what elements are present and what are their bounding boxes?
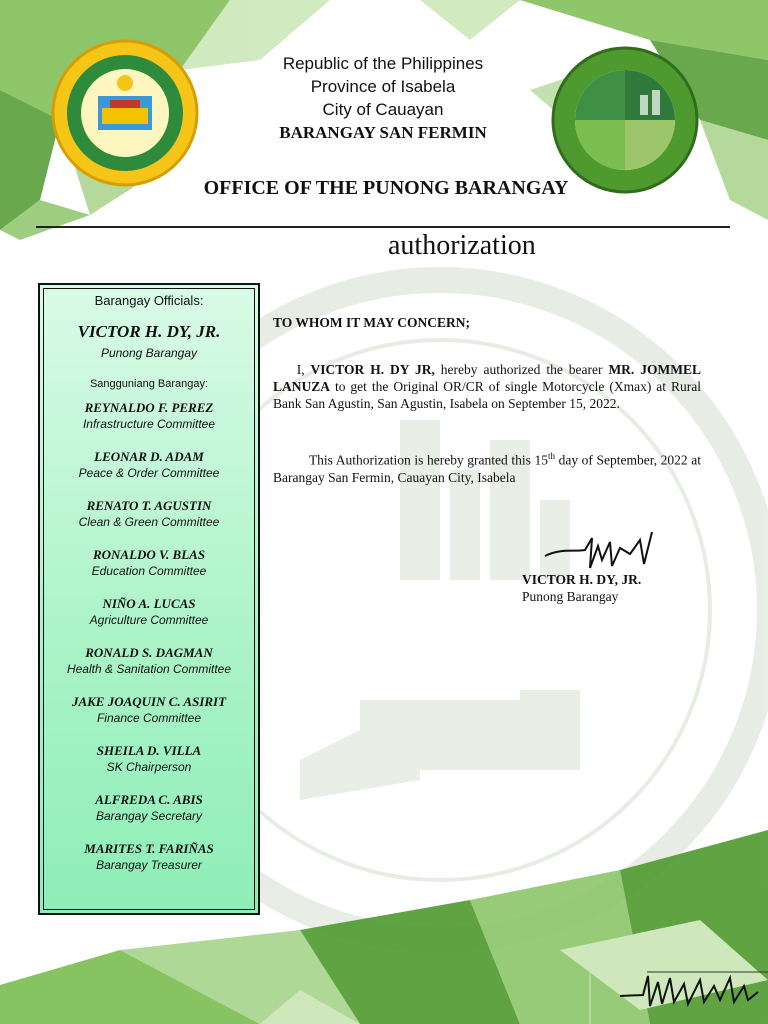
p1-text-b: hereby authorized the bearer xyxy=(434,362,609,377)
official-entry xyxy=(44,449,254,481)
official-name: JAKE JOAQUIN C. ASIRIT xyxy=(71,694,227,709)
official-role: Barangay Treasurer xyxy=(96,858,202,872)
officials-list xyxy=(43,288,255,910)
council-heading: Sangguniang Barangay: xyxy=(89,378,209,390)
footer-signature xyxy=(618,968,763,1013)
office-title: OFFICE OF THE PUNONG BARANGAY xyxy=(203,177,569,199)
official-name: RONALDO V. BLAS xyxy=(92,547,206,562)
official-entry xyxy=(44,400,254,432)
official-name: MARITES T. FARIÑAS xyxy=(84,841,214,856)
document-title: authorization xyxy=(388,230,536,261)
official-role: Barangay Secretary xyxy=(95,809,203,823)
official-role: Education Committee xyxy=(91,564,207,578)
official-entry xyxy=(44,596,254,628)
official-entry xyxy=(44,547,254,579)
official-role: Finance Committee xyxy=(96,711,202,725)
official-entry xyxy=(44,743,254,775)
header-barangay: BARANGAY SAN FERMIN xyxy=(279,123,487,142)
header-city: City of Cauayan xyxy=(322,100,444,119)
letterhead xyxy=(230,52,536,144)
official-name: SHEILA D. VILLA xyxy=(96,743,202,758)
official-name: ALFREDA C. ABIS xyxy=(95,792,203,807)
city-seal xyxy=(50,38,200,188)
p2-superscript: th xyxy=(547,451,555,461)
p2-text-a: This Authorization is hereby granted this 15 xyxy=(308,452,548,468)
official-role: Agriculture Committee xyxy=(89,613,209,627)
body-paragraph-2 xyxy=(273,448,701,486)
p1-bearer: MR. JOMMEL LANUZA xyxy=(273,362,701,394)
official-entry xyxy=(44,645,254,677)
body-paragraph-1 xyxy=(273,361,701,412)
official-role: SK Chairperson xyxy=(106,760,192,774)
salutation: TO WHOM IT MAY CONCERN; xyxy=(273,315,471,330)
signatory-name: VICTOR H. DY, JR. xyxy=(522,572,642,587)
signatory-role: Punong Barangay xyxy=(522,589,619,604)
official-entry xyxy=(44,498,254,530)
captain-name: VICTOR H. DY, JR. xyxy=(77,322,221,341)
captain-role: Punong Barangay xyxy=(100,346,198,360)
official-role: Peace & Order Committee xyxy=(78,466,220,480)
official-role: Clean & Green Committee xyxy=(78,515,220,529)
official-entry xyxy=(44,694,254,726)
official-name: RONALD S. DAGMAN xyxy=(85,645,213,660)
p1-name: VICTOR H. DY JR, xyxy=(310,362,435,377)
barangay-seal xyxy=(550,45,700,195)
p1-text-c: to get the Original OR/CR of single Motorcycle (Xmax) at Rural Bank San Agustin, San Agustin, Isabela on September 15, 2022. xyxy=(273,379,701,411)
p2-text-b: day of September, 2022 at Barangay San Fermin, Cauayan City, Isabela xyxy=(273,452,701,485)
header-country: Republic of the Philippines xyxy=(282,54,484,73)
officials-panel xyxy=(38,283,260,915)
header-province: Province of Isabela xyxy=(310,77,456,96)
official-entry xyxy=(44,841,254,873)
p1-text-a: I, xyxy=(296,362,311,377)
official-role: Health & Sanitation Committee xyxy=(66,662,232,676)
signatory xyxy=(522,571,641,605)
header-divider xyxy=(36,226,730,228)
official-name: RENATO T. AGUSTIN xyxy=(86,498,212,513)
official-name: NIÑO A. LUCAS xyxy=(102,596,196,611)
official-name: LEONAR D. ADAM xyxy=(94,449,204,464)
official-role: Infrastructure Committee xyxy=(82,417,216,431)
official-name: REYNALDO F. PEREZ xyxy=(84,400,214,415)
official-entry xyxy=(44,792,254,824)
officials-heading: Barangay Officials: xyxy=(94,293,204,308)
